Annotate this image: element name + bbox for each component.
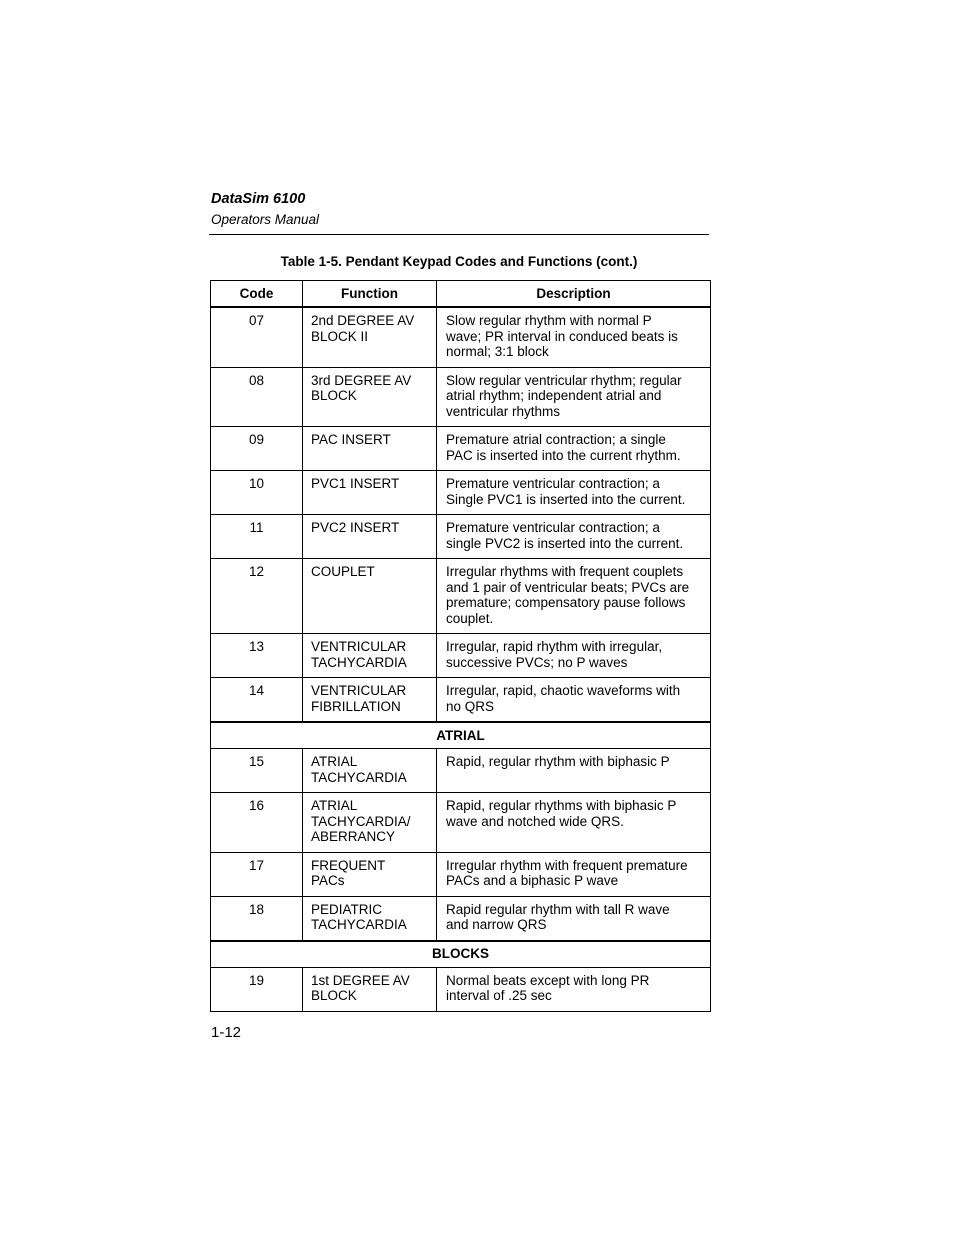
table-row [211,967,711,1011]
column-header-code: Code [211,281,303,308]
description-cell: Rapid, regular rhythm with biphasic P [437,749,711,793]
code-cell: 19 [211,967,303,1011]
description-cell: Rapid regular rhythm with tall R wave and narrow QRS [437,896,711,941]
table-row [211,896,711,941]
table-row [211,307,711,367]
section-heading: BLOCKS [211,941,711,968]
function-cell: VENTRICULAR TACHYCARDIA [303,634,437,678]
function-cell: 2nd DEGREE AV BLOCK II [303,307,437,367]
table-row [211,852,711,896]
column-header-description: Description [437,281,711,308]
code-cell: 17 [211,852,303,896]
function-cell: FREQUENT PACs [303,852,437,896]
description-cell: Irregular, rapid rhythm with irregular, successive PVCs; no P waves [437,634,711,678]
code-cell: 09 [211,427,303,471]
section-heading: ATRIAL [211,722,711,749]
keypad-codes-table [210,280,711,1012]
code-cell: 15 [211,749,303,793]
description-cell: Premature ventricular contraction; a Single PVC1 is inserted into the current. [437,471,711,515]
table-row [211,471,711,515]
code-cell: 10 [211,471,303,515]
code-cell: 08 [211,367,303,427]
code-cell: 13 [211,634,303,678]
code-cell: 12 [211,559,303,634]
function-cell: PVC1 INSERT [303,471,437,515]
function-cell: 1st DEGREE AV BLOCK [303,967,437,1011]
function-cell: ATRIAL TACHYCARDIA [303,749,437,793]
function-cell: PAC INSERT [303,427,437,471]
function-cell: ATRIAL TACHYCARDIA/ ABERRANCY [303,793,437,853]
document-subtitle: Operators Manual [211,212,320,227]
function-cell: 3rd DEGREE AV BLOCK [303,367,437,427]
description-cell: Premature ventricular contraction; a single PVC2 is inserted into the current. [437,515,711,559]
description-cell: Premature atrial contraction; a single PAC is inserted into the current rhythm. [437,427,711,471]
section-row [211,722,711,749]
header-divider [209,234,709,235]
function-cell: PVC2 INSERT [303,515,437,559]
code-cell: 14 [211,678,303,723]
table-header-row [211,281,711,308]
description-cell: Slow regular ventricular rhythm; regular atrial rhythm; independent atrial and ventricular rhythms [437,367,711,427]
description-cell: Rapid, regular rhythms with biphasic P wave and notched wide QRS. [437,793,711,853]
code-cell: 07 [211,307,303,367]
code-cell: 18 [211,896,303,941]
table-row [211,793,711,853]
page-number: 1-12 [211,1024,242,1041]
description-cell: Irregular rhythms with frequent couplets and 1 pair of ventricular beats; PVCs are premature; compensatory pause follows couplet. [437,559,711,634]
description-cell: Irregular, rapid, chaotic waveforms with no QRS [437,678,711,723]
table-row [211,367,711,427]
document-title: DataSim 6100 [211,191,306,207]
table-row [211,427,711,471]
table-row [211,559,711,634]
table-caption: Table 1-5. Pendant Keypad Codes and Functions (cont.) [280,254,638,269]
table-row [211,515,711,559]
column-header-function: Function [303,281,437,308]
table-row [211,634,711,678]
table-row [211,678,711,723]
description-cell: Normal beats except with long PR interval of .25 sec [437,967,711,1011]
description-cell: Slow regular rhythm with normal P wave; PR interval in conduced beats is normal; 3:1 block [437,307,711,367]
code-cell: 16 [211,793,303,853]
table-body [211,307,711,1011]
function-cell: PEDIATRIC TACHYCARDIA [303,896,437,941]
description-cell: Irregular rhythm with frequent premature PACs and a biphasic P wave [437,852,711,896]
function-cell: COUPLET [303,559,437,634]
section-row [211,941,711,968]
code-cell: 11 [211,515,303,559]
function-cell: VENTRICULAR FIBRILLATION [303,678,437,723]
table-row [211,749,711,793]
